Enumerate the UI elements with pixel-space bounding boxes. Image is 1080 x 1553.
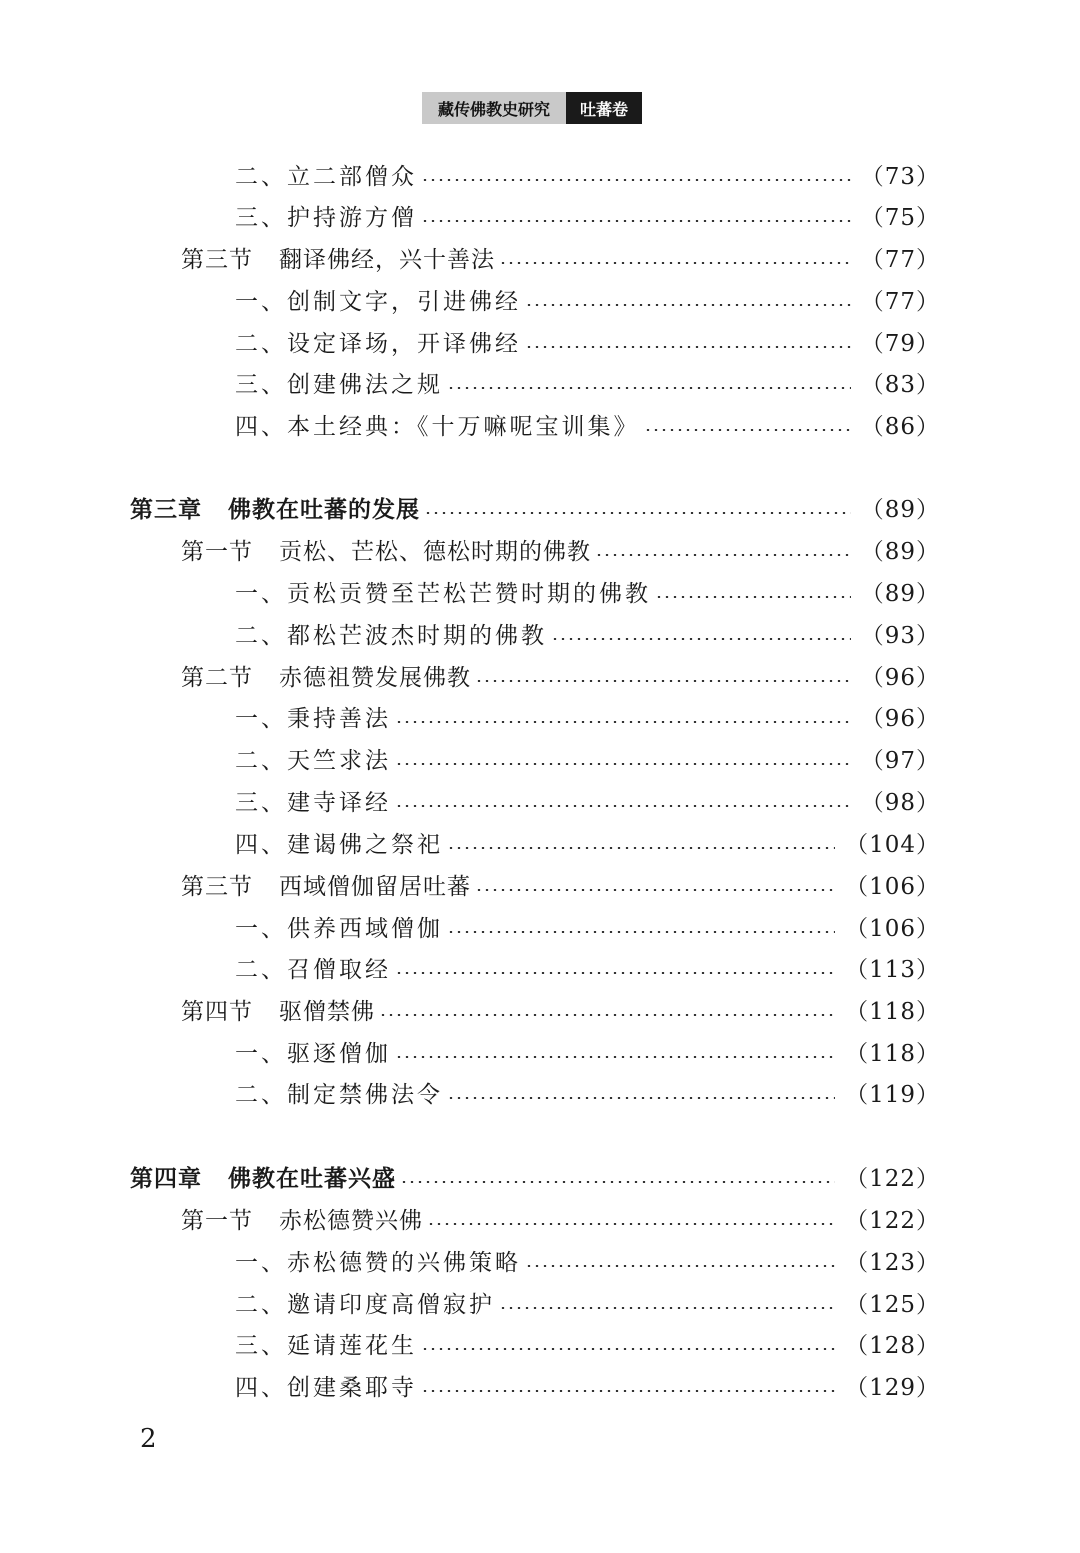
entry-page: （118）: [845, 1041, 940, 1067]
dot-leader: [447, 931, 835, 933]
dot-leader: [525, 346, 851, 348]
entry-page: （83）: [860, 372, 940, 398]
entry-page: （128）: [845, 1333, 940, 1359]
entry-text: 创制文字，引进佛经: [287, 289, 521, 315]
dot-leader: [447, 847, 835, 849]
dot-leader: [379, 1014, 835, 1016]
item-entry: [235, 1078, 940, 1112]
entry-title: [235, 912, 443, 946]
entry-text: 天竺求法: [287, 748, 391, 774]
entry-text: 设定译场，开译佛经: [287, 331, 521, 357]
entry-page: （89）: [860, 581, 940, 607]
entry-number: 三、: [235, 372, 287, 398]
entry-text: 秉持善法: [287, 706, 391, 732]
entry-text: 赤松德赞兴佛: [279, 1208, 423, 1234]
entry-number: 二、: [235, 164, 287, 190]
entry-number: 二、: [235, 331, 287, 357]
section-entry: [181, 243, 940, 277]
entry-title: [235, 285, 521, 319]
entry-title: [181, 995, 375, 1029]
item-entry: [235, 160, 940, 194]
section-entry: [181, 661, 940, 695]
entry-title: [235, 1371, 417, 1405]
entry-number: 二、: [235, 1082, 287, 1108]
entry-page: （104）: [845, 832, 940, 858]
dot-leader: [499, 262, 851, 264]
item-entry: [235, 1037, 940, 1071]
volume-title: 吐蕃卷: [566, 92, 642, 124]
dot-leader: [475, 680, 851, 682]
entry-number: 二、: [235, 748, 287, 774]
dot-leader: [421, 179, 851, 181]
entry-number: 一、: [235, 289, 287, 315]
entry-text: 召僧取经: [287, 957, 391, 983]
entry-title: [235, 702, 391, 736]
page-number: 2: [140, 1424, 157, 1454]
entry-page: （89）: [860, 539, 940, 565]
item-entry: [235, 786, 940, 820]
item-entry: [235, 702, 940, 736]
chapter-entry: [130, 1162, 940, 1196]
entry-text: 赤松德赞的兴佛策略: [287, 1250, 521, 1276]
entry-title: [235, 619, 547, 653]
entry-number: 一、: [235, 581, 287, 607]
dot-leader: [395, 763, 851, 765]
entry-text: 驱僧禁佛: [279, 999, 375, 1025]
section-entry: [181, 870, 940, 904]
dot-leader: [525, 1265, 835, 1267]
entry-text: 佛教在吐蕃的发展: [228, 497, 420, 523]
entry-number: 四、: [235, 1375, 287, 1401]
entry-title: [235, 410, 640, 444]
entry-number: 第二节: [181, 665, 253, 691]
entry-title: [235, 201, 417, 235]
dot-leader: [395, 972, 835, 974]
entry-number: 第一节: [181, 1208, 253, 1234]
entry-title: [181, 535, 591, 569]
dot-leader: [551, 638, 851, 640]
entry-page: （96）: [860, 665, 940, 691]
entry-title: [181, 243, 495, 277]
entry-text: 创建桑耶寺: [287, 1375, 417, 1401]
entry-title: [235, 327, 521, 361]
entry-text: 翻译佛经，兴十善法: [279, 247, 495, 273]
entry-number: 一、: [235, 706, 287, 732]
section-entry: [181, 995, 940, 1029]
entry-page: （89）: [860, 497, 940, 523]
dot-leader: [421, 220, 851, 222]
entry-text: 佛教在吐蕃兴盛: [228, 1166, 396, 1192]
entry-page: （129）: [845, 1375, 940, 1401]
entry-page: （123）: [845, 1250, 940, 1276]
entry-number: 一、: [235, 1041, 287, 1067]
dot-leader: [395, 805, 851, 807]
item-entry: [235, 953, 940, 987]
item-entry: [235, 1329, 940, 1363]
dot-leader: [447, 1097, 835, 1099]
item-entry: [235, 577, 940, 611]
dot-leader: [400, 1181, 835, 1183]
entry-page: （119）: [845, 1082, 940, 1108]
entry-number: 第三节: [181, 247, 253, 273]
entry-number: 三、: [235, 205, 287, 231]
entry-number: 第三章: [130, 497, 202, 523]
entry-page: （75）: [860, 205, 940, 231]
entry-number: 三、: [235, 1333, 287, 1359]
entry-page: （118）: [845, 999, 940, 1025]
dot-leader: [421, 1348, 835, 1350]
series-title: 藏传佛教史研究: [422, 92, 566, 124]
entry-title: [235, 1078, 443, 1112]
entry-number: 二、: [235, 1292, 287, 1318]
entry-number: 第一节: [181, 539, 253, 565]
entry-page: （79）: [860, 331, 940, 357]
dot-leader: [427, 1223, 835, 1225]
entry-page: （122）: [845, 1166, 940, 1192]
item-entry: [235, 1246, 940, 1280]
section-entry: [181, 535, 940, 569]
entry-number: 第三节: [181, 874, 253, 900]
entry-title: [181, 1204, 423, 1238]
entry-text: 制定禁佛法令: [287, 1082, 443, 1108]
entry-text: 创建佛法之规: [287, 372, 443, 398]
entry-page: （106）: [845, 874, 940, 900]
entry-page: （77）: [860, 247, 940, 273]
entry-text: 邀请印度高僧寂护: [287, 1292, 495, 1318]
entry-title: [235, 953, 391, 987]
entry-title: [235, 1288, 495, 1322]
item-entry: [235, 1371, 940, 1405]
chapter-entry: [130, 493, 940, 527]
item-entry: [235, 1288, 940, 1322]
entry-text: 本土经典：《十万嘛呢宝训集》: [287, 414, 640, 440]
entry-text: 都松芒波杰时期的佛教: [287, 623, 547, 649]
entry-text: 供养西域僧伽: [287, 916, 443, 942]
entry-page: （125）: [845, 1292, 940, 1318]
dot-leader: [395, 721, 851, 723]
dot-leader: [447, 387, 851, 389]
entry-text: 建寺译经: [287, 790, 391, 816]
entry-page: （73）: [860, 164, 940, 190]
item-entry: [235, 410, 940, 444]
entry-title: [235, 828, 443, 862]
entry-number: 四、: [235, 414, 287, 440]
dot-leader: [421, 1390, 835, 1392]
entry-number: 四、: [235, 832, 287, 858]
entry-title: [235, 1037, 391, 1071]
entry-number: 二、: [235, 623, 287, 649]
entry-page: （86）: [860, 414, 940, 440]
entry-text: 立二部僧众: [287, 164, 417, 190]
entry-text: 驱逐僧伽: [287, 1041, 391, 1067]
entry-text: 贡松、芒松、德松时期的佛教: [279, 539, 591, 565]
item-entry: [235, 201, 940, 235]
entry-number: 一、: [235, 916, 287, 942]
entry-page: （106）: [845, 916, 940, 942]
item-entry: [235, 327, 940, 361]
entry-text: 赤德祖赞发展佛教: [279, 665, 471, 691]
item-entry: [235, 744, 940, 778]
entry-page: （98）: [860, 790, 940, 816]
entry-text: 护持游方僧: [287, 205, 417, 231]
item-entry: [235, 285, 940, 319]
dot-leader: [525, 304, 851, 306]
entry-number: 第四章: [130, 1166, 202, 1192]
section-entry: [181, 1204, 940, 1238]
entry-page: （97）: [860, 748, 940, 774]
entry-number: 第四节: [181, 999, 253, 1025]
entry-title: [235, 1246, 521, 1280]
entry-page: （93）: [860, 623, 940, 649]
entry-page: （122）: [845, 1208, 940, 1234]
dot-leader: [595, 554, 851, 556]
dot-leader: [655, 596, 851, 598]
entry-page: （113）: [845, 957, 940, 983]
dot-leader: [395, 1056, 835, 1058]
entry-text: 建谒佛之祭祀: [287, 832, 443, 858]
entry-text: 西域僧伽留居吐蕃: [279, 874, 471, 900]
entry-title: [130, 493, 420, 527]
entry-title: [235, 1329, 417, 1363]
item-entry: [235, 912, 940, 946]
item-entry: [235, 828, 940, 862]
dot-leader: [424, 512, 851, 514]
entry-number: 三、: [235, 790, 287, 816]
dot-leader: [499, 1307, 835, 1309]
entry-title: [235, 744, 391, 778]
item-entry: [235, 368, 940, 402]
entry-title: [130, 1162, 396, 1196]
entry-page: （77）: [860, 289, 940, 315]
entry-number: 二、: [235, 957, 287, 983]
entry-title: [181, 661, 471, 695]
entry-title: [235, 786, 391, 820]
dot-leader: [644, 429, 851, 431]
entry-text: 延请莲花生: [287, 1333, 417, 1359]
entry-page: （96）: [860, 706, 940, 732]
entry-title: [181, 870, 471, 904]
dot-leader: [475, 889, 835, 891]
entry-title: [235, 368, 443, 402]
entry-title: [235, 160, 417, 194]
entry-text: 贡松贡赞至芒松芒赞时期的佛教: [287, 581, 651, 607]
entry-number: 一、: [235, 1250, 287, 1276]
item-entry: [235, 619, 940, 653]
entry-title: [235, 577, 651, 611]
